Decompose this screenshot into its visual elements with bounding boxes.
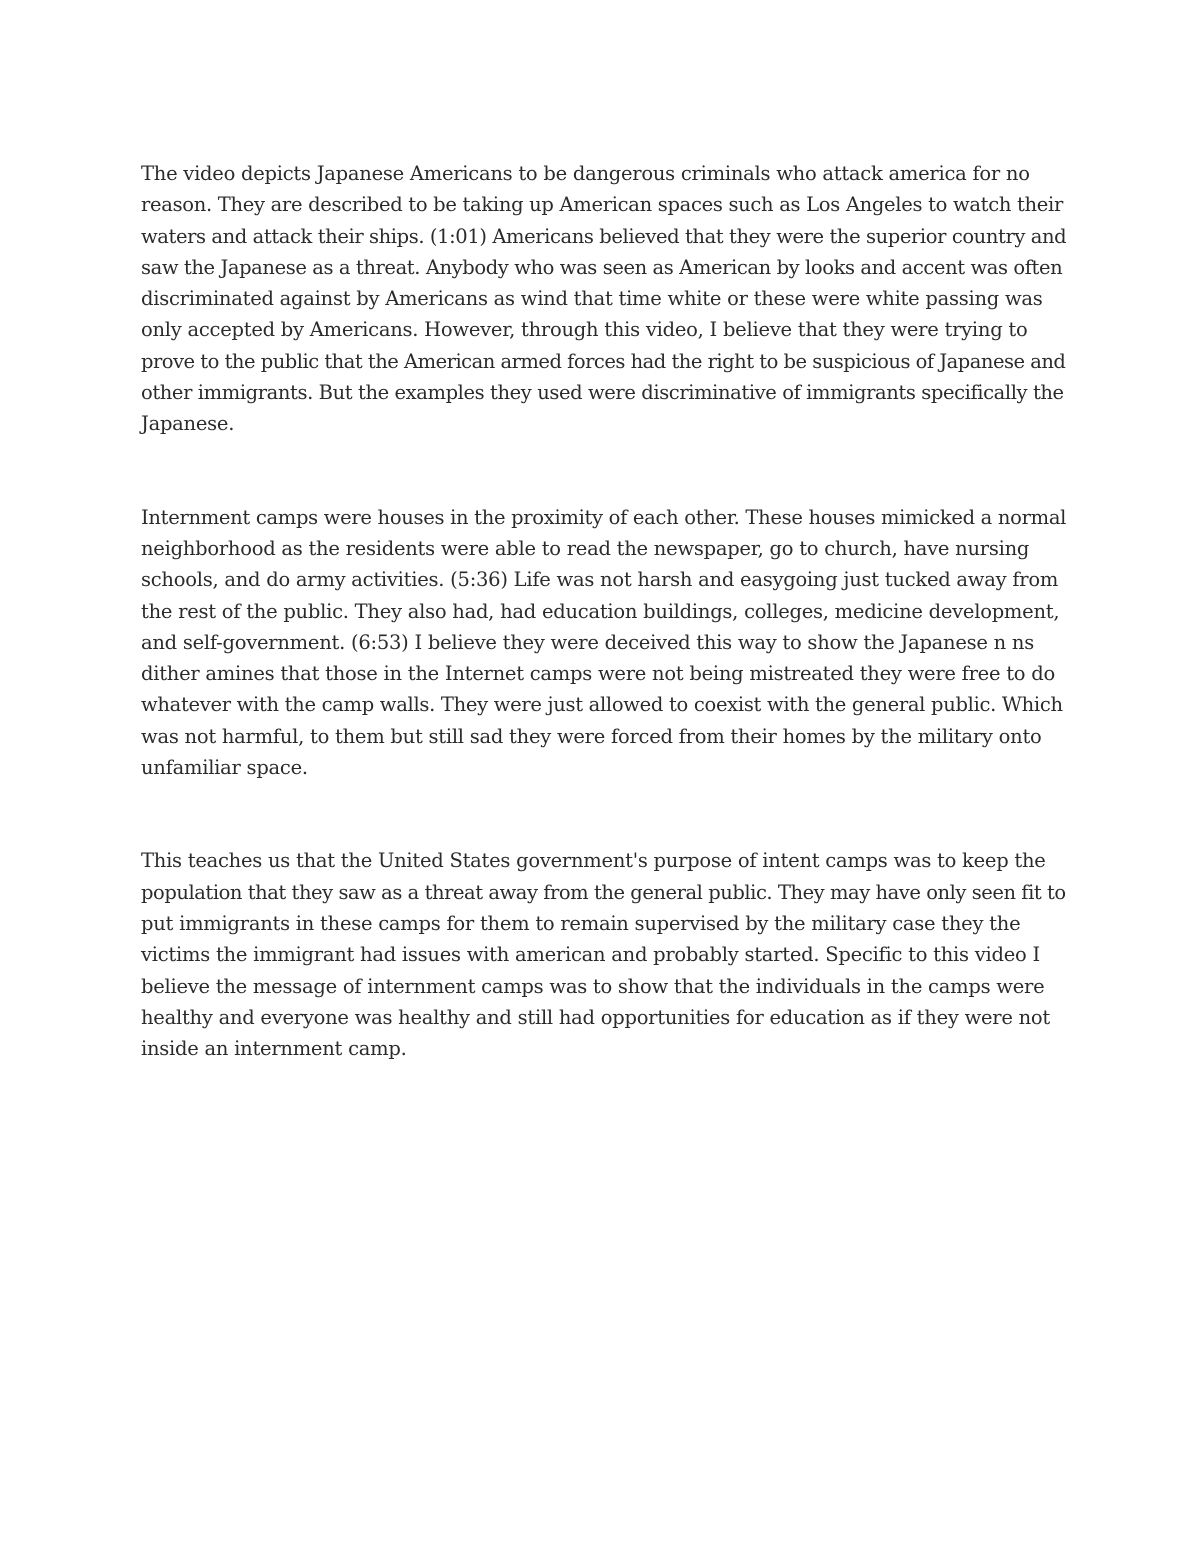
text-line: waters and attack their ships. (1:01) Americans believed that they were the superior country and <box>141 224 1067 248</box>
text-line: discriminated against by Americans as wind that time white or these were white passing was <box>141 287 1043 311</box>
text-line: reason. They are described to be taking up American spaces such as Los Angeles to watch their <box>141 193 1063 217</box>
text-line: whatever with the camp walls. They were just allowed to coexist with the general public. Which <box>141 693 1063 717</box>
text-line: unfamiliar space. <box>141 756 308 780</box>
text-line: victims the immigrant had issues with american and probably started. Specific to this video I <box>141 943 1040 967</box>
text-line: prove to the public that the American armed forces had the right to be suspicious of Japanese and <box>141 349 1066 373</box>
text-line: inside an internment camp. <box>141 1037 407 1061</box>
text-line: saw the Japanese as a threat. Anybody who was seen as American by looks and accent was often <box>141 255 1063 279</box>
text-line: and self-government. (6:53) I believe they were deceived this way to show the Japanese n ns <box>141 630 1034 654</box>
text-line: the rest of the public. They also had, had education buildings, colleges, medicine development, <box>141 599 1060 623</box>
text-line: Internment camps were houses in the proximity of each other. These houses mimicked a normal <box>141 505 1067 529</box>
text-line: neighborhood as the residents were able to read the newspaper, go to church, have nursing <box>141 536 1030 560</box>
text-line: The video depicts Japanese Americans to be dangerous criminals who attack america for no <box>141 162 1030 185</box>
text-line: only accepted by Americans. However, through this video, I believe that they were trying to <box>141 318 1028 342</box>
text-line: dither amines that those in the Internet camps were not being mistreated they were free to do <box>141 662 1055 686</box>
text-line: put immigrants in these camps for them to remain supervised by the military case they the <box>141 911 1021 935</box>
text-line: schools, and do army activities. (5:36) Life was not harsh and easygoing just tucked away from <box>141 568 1059 592</box>
text-line: other immigrants. But the examples they used were discriminative of immigrants specifically the <box>141 381 1064 405</box>
paragraph-1 <box>141 158 1066 440</box>
paragraph-3 <box>141 845 1066 1064</box>
paragraph-2 <box>141 502 1066 784</box>
text-line: was not harmful, to them but still sad they were forced from their homes by the military onto <box>141 724 1042 748</box>
text-line: This teaches us that the United States government's purpose of intent camps was to keep the <box>141 849 1046 873</box>
document-body <box>141 158 1066 1064</box>
text-line: believe the message of internment camps was to show that the individuals in the camps were <box>141 974 1045 998</box>
text-line: population that they saw as a threat away from the general public. They may have only seen fit to <box>141 880 1066 904</box>
text-line: Japanese. <box>141 412 235 436</box>
text-line: healthy and everyone was healthy and still had opportunities for education as if they were not <box>141 1005 1050 1029</box>
